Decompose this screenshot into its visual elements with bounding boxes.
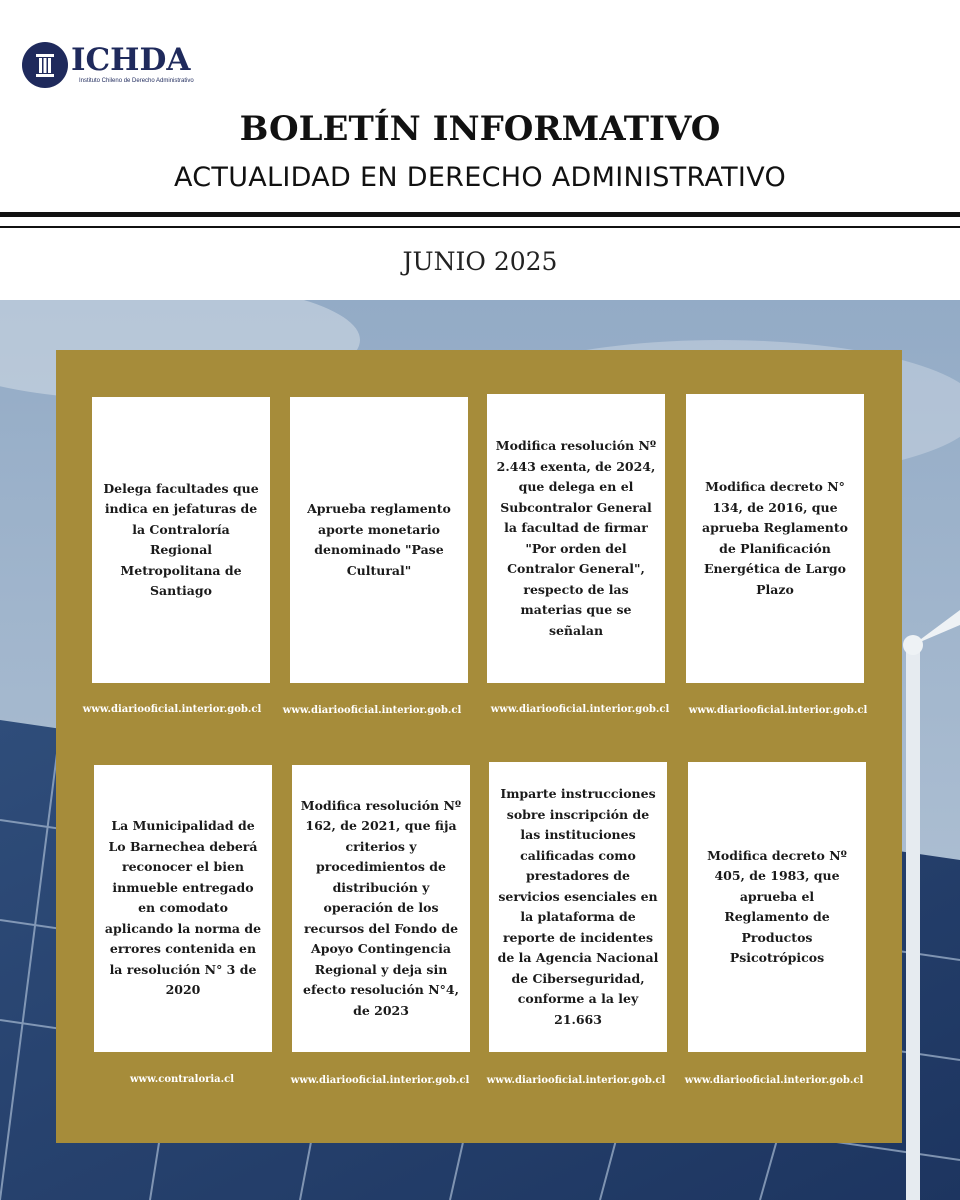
news-card-text: La Municipalidad de Lo Barnechea deberá reconocer el bien inmueble entregado en comodato aplicando la norma de errores contenida en la resolución N° 3 de 2020: [104, 818, 262, 998]
news-card-text: Imparte instrucciones sobre inscripción de las instituciones calificadas como prestadores de servicios esenciales en la plataforma de reporte de incidentes de la Agencia Nacional de Ciberseguridad, conforme a la ley 21.663: [497, 786, 659, 1027]
issue-date: JUNIO 2025: [402, 247, 558, 276]
news-card: [290, 397, 468, 683]
news-card: [292, 765, 470, 1052]
source-link[interactable]: www.diariooficial.interior.gob.cl: [486, 1075, 666, 1086]
column-icon: [22, 42, 68, 88]
header: [0, 0, 960, 300]
news-card: [94, 765, 272, 1052]
news-card-text: Modifica decreto Nº 405, de 1983, que aprueba el Reglamento de Productos Psicotrópicos: [707, 847, 847, 965]
news-card-text: Aprueba reglamento aporte monetario denominado "Pase Cultural": [307, 501, 451, 578]
news-card: [92, 397, 270, 683]
page-subtitle: ACTUALIDAD EN DERECHO ADMINISTRATIVO: [173, 162, 787, 193]
news-card: [487, 394, 665, 683]
divider-thick: [0, 212, 960, 217]
source-link[interactable]: www.diariooficial.interior.gob.cl: [82, 704, 262, 715]
logo-text: [71, 42, 194, 85]
divider-thin: [0, 226, 960, 228]
logo-subtitle: Instituto Chileno de Derecho Administrativo: [79, 78, 194, 84]
news-card-text: Modifica resolución Nº 2.443 exenta, de 2024, que delega en el Subcontralor General la facultad de firmar "Por orden del Contralor General", respecto de las materias que se señalan: [495, 438, 657, 638]
news-card-text: Modifica decreto N° 134, de 2016, que aprueba Reglamento de Planificación Energética de Largo Plazo: [702, 479, 848, 597]
news-card-text: Modifica resolución Nº 162, de 2021, que fija criterios y procedimientos de distribución y operación de los recursos del Fondo de Apoyo Contingencia Regional y deja sin efecto resolución N°4, de 2023: [300, 797, 462, 1018]
source-link[interactable]: www.diariooficial.interior.gob.cl: [684, 1075, 864, 1086]
news-card-text: Delega facultades que indica en jefaturas de la Contraloría Regional Metropolitana de Santiago: [103, 480, 259, 598]
ichda-logo: [22, 42, 194, 92]
source-link[interactable]: www.diariooficial.interior.gob.cl: [490, 704, 670, 715]
source-link[interactable]: www.diariooficial.interior.gob.cl: [688, 705, 868, 716]
news-card: [686, 394, 864, 683]
source-link[interactable]: www.diariooficial.interior.gob.cl: [282, 705, 462, 716]
logo-name: ICHDA: [71, 42, 191, 78]
news-card: [688, 762, 866, 1052]
source-link[interactable]: www.contraloria.cl: [129, 1074, 235, 1085]
source-link[interactable]: www.diariooficial.interior.gob.cl: [290, 1075, 470, 1086]
page-title: BOLETÍN INFORMATIVO: [239, 109, 721, 149]
news-card: [489, 762, 667, 1052]
